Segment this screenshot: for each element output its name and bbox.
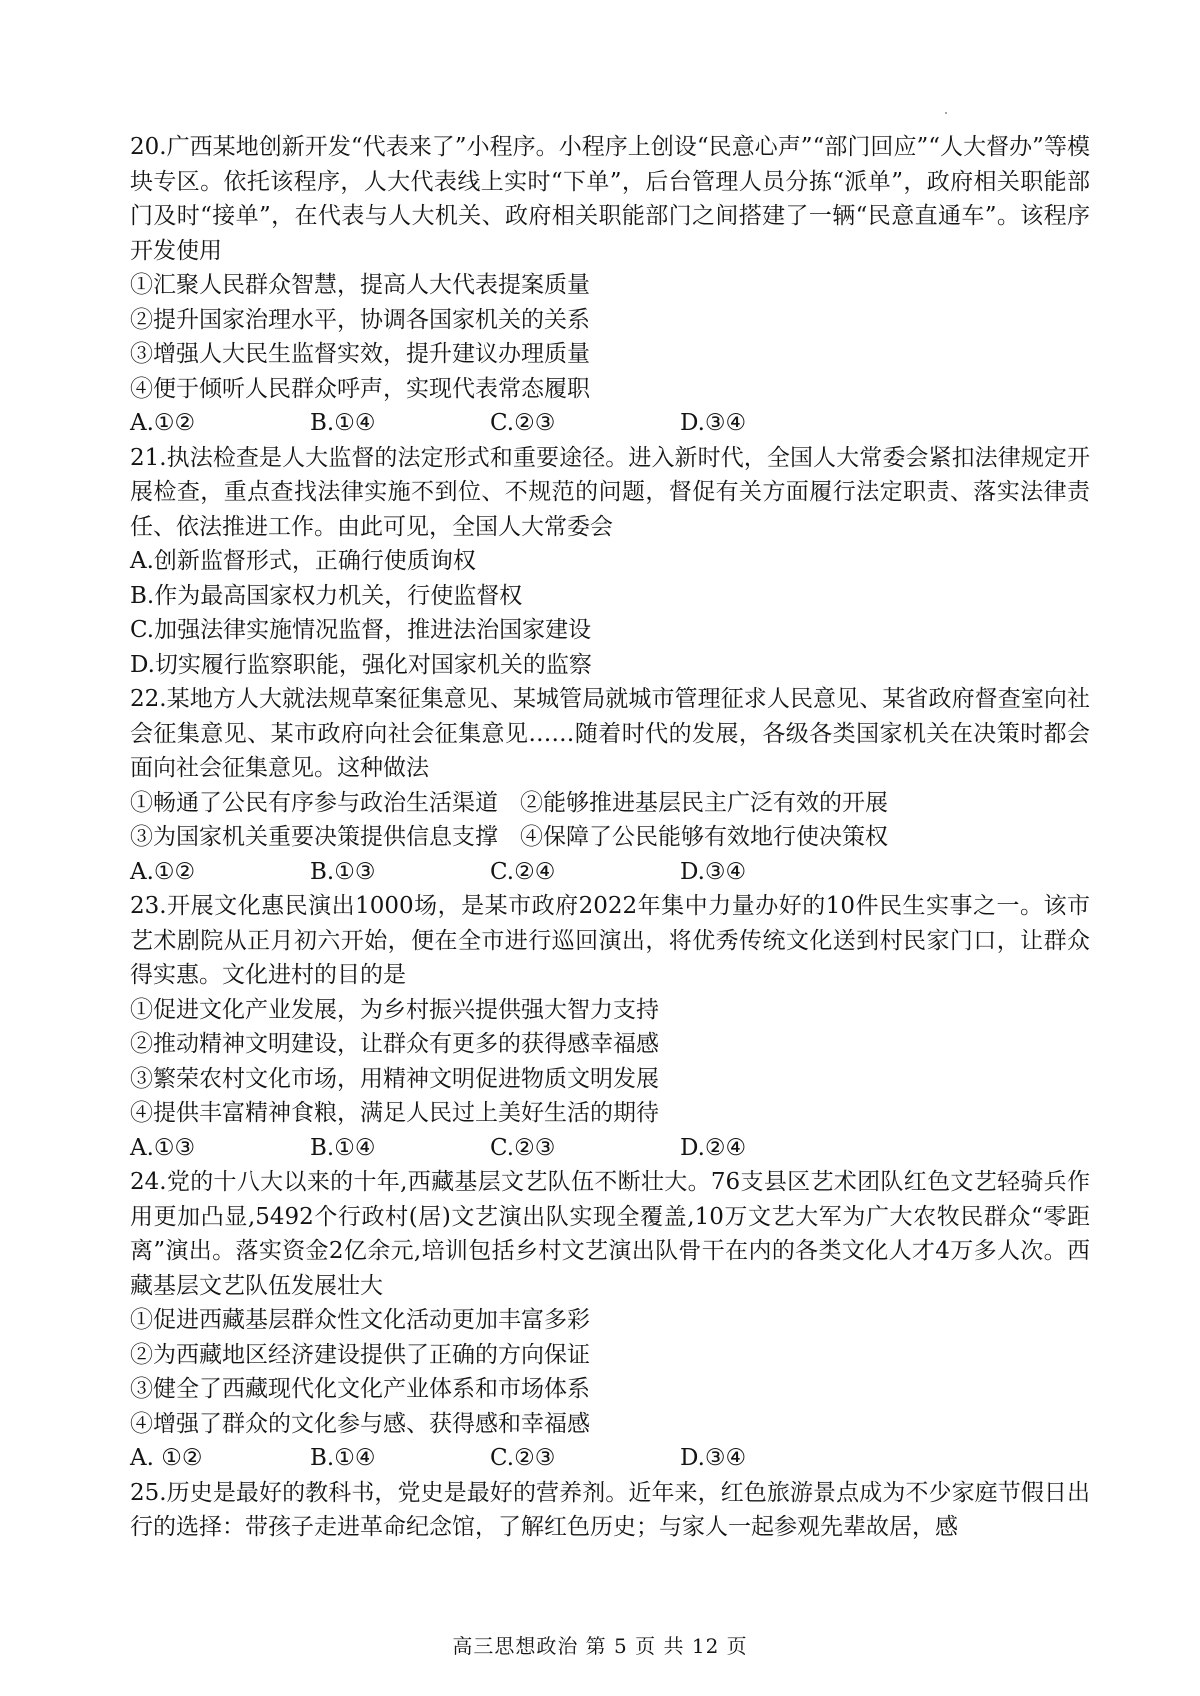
- statement-item: ①促进文化产业发展，为乡村振兴提供强大智力支持: [130, 996, 659, 1023]
- choice-b: B.①④: [310, 410, 376, 436]
- statement-item: ①促进西藏基层群众性文化活动更加丰富多彩: [130, 1307, 590, 1333]
- statement-item: ③繁荣农村文化市场，用精神文明促进物质文明发展: [130, 1065, 659, 1092]
- page-footer: 高三思想政治 第 5 页 共 12 页: [452, 1634, 748, 1658]
- choice-d: D.③④: [680, 410, 747, 436]
- question-25: [130, 1476, 1090, 1545]
- choice-a: A. ①②: [130, 1445, 203, 1471]
- choice-c: C.加强法律实施情况监督，推进法治国家建设: [130, 617, 592, 643]
- question-stem: 25.历史是最好的教科书，党史是最好的营养剂。近年来，红色旅游景点成为不少家庭节假日出行的选择：带孩子走进革命纪念馆，了解红色历史；与家人一起参观先辈故居，感: [130, 1479, 1090, 1540]
- choice-d: D.③④: [680, 1445, 747, 1471]
- choice-b: B.①④: [310, 1445, 376, 1471]
- statement-item: ②推动精神文明建设，让群众有更多的获得感幸福感: [130, 1031, 659, 1057]
- question-22: [130, 682, 1090, 889]
- statement-item: ④提供丰富精神食粮，满足人民过上美好生活的期待: [130, 1100, 659, 1126]
- answer-choices: [130, 1131, 1090, 1166]
- question-stem: 22.某地方人大就法规草案征集意见、某城管局就城市管理征求人民意见、某省政府督查室向社会征集意见、某市政府向社会征集意见……随着时代的发展，各级各类国家机关在决策时都会面向社会征集意见。这种做法: [130, 686, 1090, 781]
- statement-item: ④增强了群众的文化参与感、获得感和幸福感: [130, 1410, 590, 1437]
- statement-item: ③为国家机关重要决策提供信息支撑: [130, 824, 498, 850]
- question-stem: 21.执法检查是人大监督的法定形式和重要途径。进入新时代，全国人大常委会紧扣法律规定开展检查，重点查找法律实施不到位、不规范的问题，督促有关方面履行法定职责、落实法律责任、依法推进工作。由此可见，全国人大常委会: [130, 444, 1090, 540]
- choice-a: A.①②: [130, 410, 196, 436]
- statement-row: [130, 820, 1090, 855]
- choice-c: C.②④: [490, 858, 556, 885]
- question-21: [130, 441, 1090, 683]
- choice-a: A.①③: [130, 1134, 196, 1161]
- choice-c: C.②③: [490, 1445, 556, 1471]
- choice-b: B.①④: [310, 1134, 376, 1161]
- question-24: [130, 1165, 1090, 1476]
- choice-a: A.创新监督形式，正确行使质询权: [130, 548, 476, 574]
- statement-item: ③增强人大民生监督实效，提升建议办理质量: [130, 341, 590, 367]
- scan-speck: [945, 112, 947, 114]
- choice-c: C.②③: [490, 410, 556, 436]
- statement-item: ④保障了公民能够有效地行使决策权: [520, 824, 888, 850]
- choice-b: B.作为最高国家权力机关，行使监督权: [130, 582, 523, 609]
- question-stem: 24.党的十八大以来的十年,西藏基层文艺队伍不断壮大。76支县区艺术团队红色文艺轻骑兵作用更加凸显,5492个行政村(居)文艺演出队实现全覆盖,10万文艺大军为广大农牧民群众“零距离”演出。落实资金2亿余元,培训包括乡村文艺演出队骨干在内的各类文化人才4万多人次。西藏基层文艺队伍发展壮大: [130, 1169, 1090, 1299]
- choice-d: D.③④: [680, 858, 747, 885]
- question-stem: 23.开展文化惠民演出1000场，是某市政府2022年集中力量办好的10件民生实事之一。该市艺术剧院从正月初六开始，便在全市进行巡回演出，将优秀传统文化送到村民家门口，让群众得实惠。文化进村的目的是: [130, 893, 1090, 988]
- question-23: [130, 889, 1090, 1165]
- answer-choices: [130, 855, 1090, 890]
- statement-item: ①畅通了公民有序参与政治生活渠道: [130, 789, 498, 816]
- statement-row: [130, 786, 1090, 821]
- choice-d: D.切实履行监察职能，强化对国家机关的监察: [130, 651, 592, 678]
- choice-c: C.②③: [490, 1134, 556, 1161]
- statement-item: ②提升国家治理水平，协调各国家机关的关系: [130, 306, 590, 333]
- statement-item: ④便于倾听人民群众呼声，实现代表常态履职: [130, 375, 590, 402]
- statement-item: ③健全了西藏现代化文化产业体系和市场体系: [130, 1376, 590, 1402]
- question-stem: 20.广西某地创新开发“代表来了”小程序。小程序上创设“民意心声”“部门回应”“人大督办”等模块专区。依托该程序，人大代表线上实时“下单”，后台管理人员分拣“派单”，政府相关职能部门及时“接单”，在代表与人大机关、政府相关职能部门之间搭建了一辆“民意直通车”。该程序开发使用: [130, 134, 1090, 264]
- answer-choices: [130, 406, 1090, 441]
- answer-choices: [130, 1441, 1090, 1476]
- statement-item: ②为西藏地区经济建设提供了正确的方向保证: [130, 1341, 590, 1368]
- statement-item: ②能够推进基层民主广泛有效的开展: [520, 789, 888, 816]
- question-list: [130, 130, 1090, 1545]
- choice-d: D.②④: [680, 1134, 747, 1161]
- question-20: [130, 130, 1090, 441]
- choice-b: B.①③: [310, 858, 376, 885]
- statement-item: ①汇聚人民群众智慧，提高人大代表提案质量: [130, 272, 590, 298]
- choice-a: A.①②: [130, 858, 196, 885]
